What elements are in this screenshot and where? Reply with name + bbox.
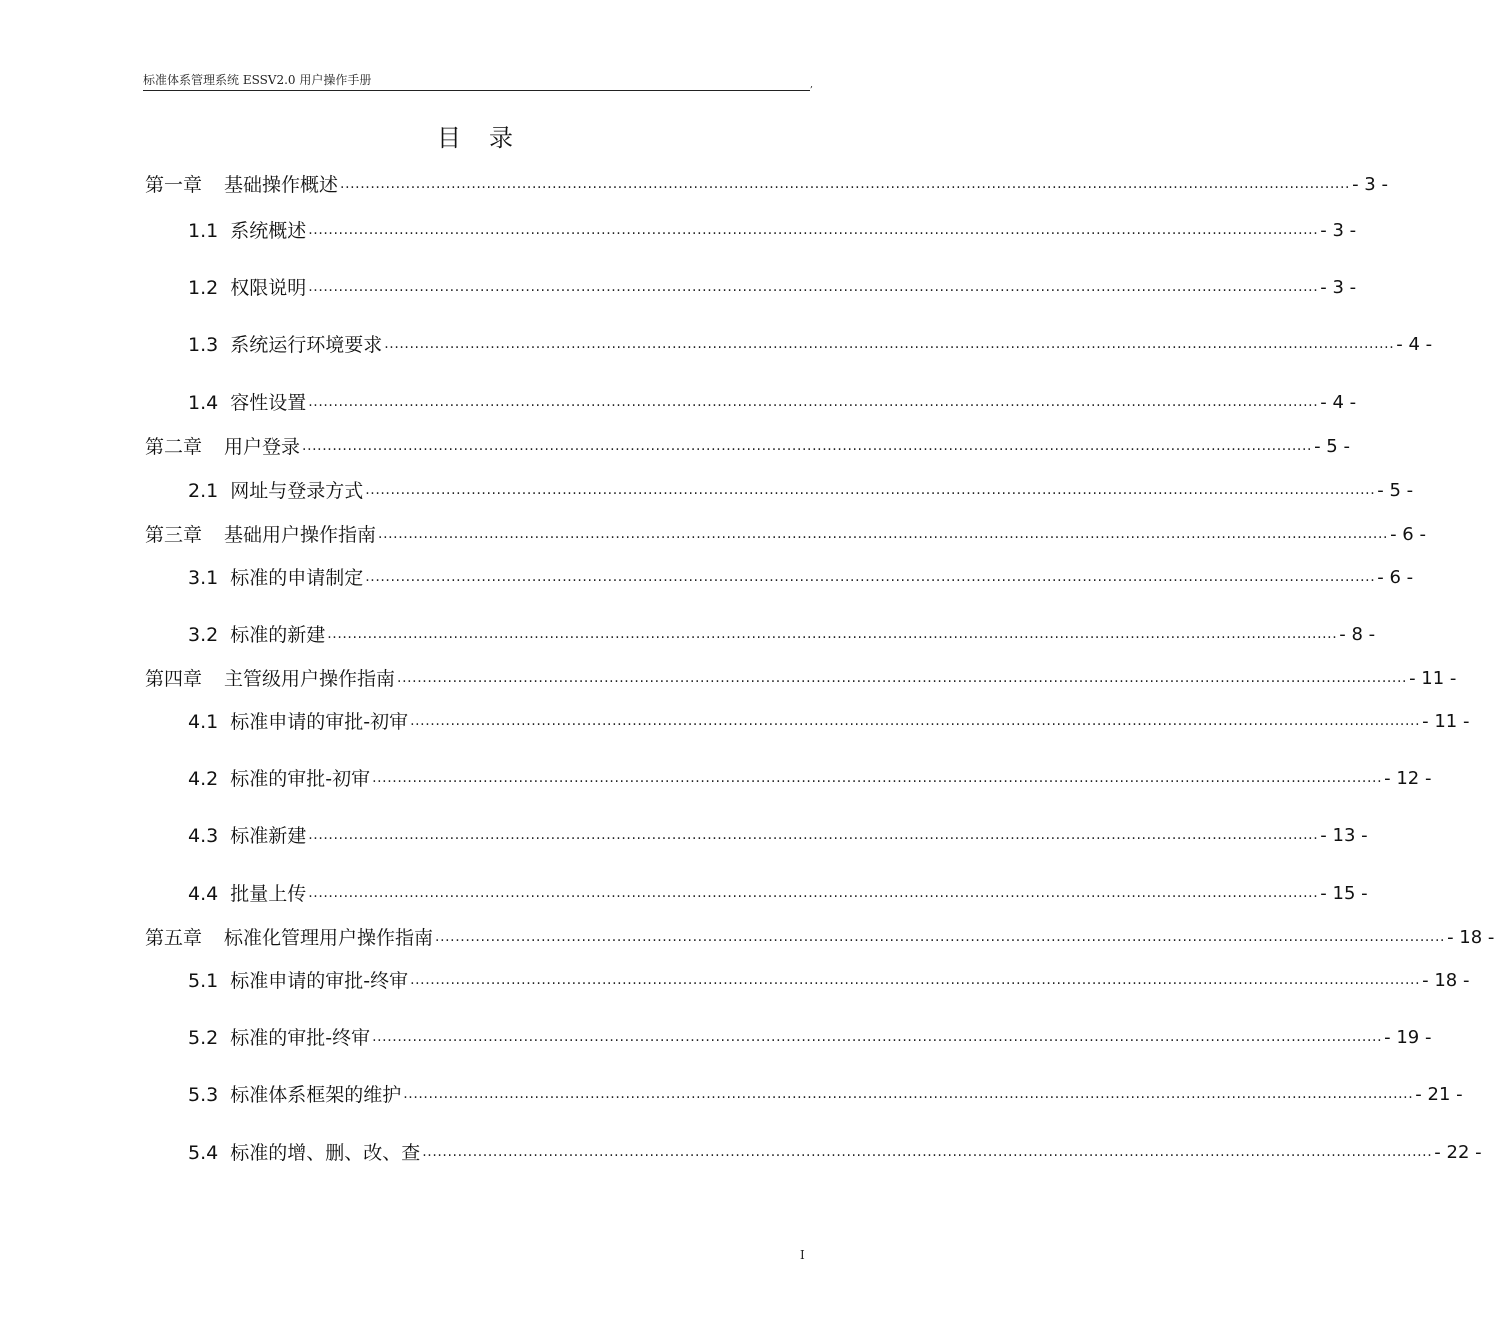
toc-entry-label bbox=[188, 1082, 401, 1108]
toc-entry[interactable] bbox=[188, 216, 1357, 244]
toc-entry[interactable] bbox=[145, 520, 1426, 548]
toc-entry-number: 5.4 bbox=[188, 1142, 219, 1164]
toc-leader-dots: ........................................................................................................................................................................................................ bbox=[410, 713, 1421, 729]
toc-entry-number: 4.1 bbox=[188, 711, 219, 733]
toc-entry-label bbox=[188, 275, 306, 301]
toc-entry-number: 第一章 bbox=[145, 174, 203, 196]
toc-entry[interactable] bbox=[188, 620, 1376, 648]
toc-entry-label bbox=[188, 218, 306, 244]
toc-entry-text: 网址与登录方式 bbox=[230, 480, 364, 502]
toc-entry-page: - 5 - bbox=[1314, 436, 1350, 457]
header-title: 标准体系管理系统 ESSV2.0 用户操作手册 bbox=[143, 73, 372, 87]
toc-entry-number: 第五章 bbox=[145, 927, 203, 949]
toc-entry-text: 系统运行环境要求 bbox=[230, 334, 383, 356]
toc-entry-text: 主管级用户操作指南 bbox=[224, 668, 396, 690]
toc-entry-text: 标准体系框架的维护 bbox=[230, 1084, 402, 1106]
toc-leader-dots: ........................................................................................................................................................................................................ bbox=[308, 279, 1319, 295]
toc-entry-label bbox=[188, 1140, 420, 1166]
toc-entry-label bbox=[188, 390, 306, 416]
toc-entry[interactable] bbox=[188, 966, 1470, 994]
toc-leader-dots: ........................................................................................................................................................................................................ bbox=[302, 438, 1313, 454]
toc-entry-page: - 6 - bbox=[1377, 567, 1414, 588]
toc-entry-text: 标准新建 bbox=[230, 825, 307, 847]
toc-leader-dots: ........................................................................................................................................................................................................ bbox=[308, 222, 1319, 238]
toc-entry-text: 标准化管理用户操作指南 bbox=[224, 927, 434, 949]
toc-entry[interactable] bbox=[188, 707, 1470, 735]
toc-entry-page: - 11 - bbox=[1409, 668, 1457, 689]
toc-entry[interactable] bbox=[188, 879, 1368, 907]
toc-entry-number: 4.3 bbox=[188, 825, 219, 847]
toc-entry-text: 标准的审批-初审 bbox=[230, 768, 371, 790]
toc-entry-page: - 18 - bbox=[1447, 927, 1494, 948]
toc-leader-dots: ........................................................................................................................................................................................................ bbox=[308, 885, 1319, 901]
toc-entry-page: - 3 - bbox=[1320, 220, 1357, 241]
toc-entry-number: 2.1 bbox=[188, 480, 219, 502]
toc-entry-page: - 21 - bbox=[1415, 1084, 1463, 1105]
toc-leader-dots: ........................................................................................................................................................................................................ bbox=[410, 972, 1421, 988]
toc-entry-number: 3.1 bbox=[188, 567, 219, 589]
toc-entry-page: - 3 - bbox=[1352, 174, 1388, 195]
toc-entry-label bbox=[145, 666, 395, 692]
toc-leader-dots: ........................................................................................................................................................................................................ bbox=[384, 336, 1395, 352]
toc-entry-label bbox=[188, 881, 306, 907]
toc-entry-text: 用户登录 bbox=[224, 436, 301, 458]
toc-entry-text: 标准申请的审批-终审 bbox=[230, 970, 409, 992]
header-mark: , bbox=[810, 80, 813, 90]
toc-entry-label bbox=[188, 766, 370, 792]
toc-entry-text: 标准的新建 bbox=[230, 624, 326, 646]
toc-entry[interactable] bbox=[188, 476, 1414, 504]
toc-title bbox=[0, 122, 950, 154]
toc-entry-page: - 18 - bbox=[1422, 970, 1470, 991]
toc-leader-dots: ........................................................................................................................................................................................................ bbox=[365, 569, 1376, 585]
toc-entry-label bbox=[188, 1025, 370, 1051]
toc-leader-dots: ........................................................................................................................................................................................................ bbox=[308, 394, 1319, 410]
toc-leader-dots: ........................................................................................................................................................................................................ bbox=[340, 176, 1351, 192]
toc-entry-number: 第三章 bbox=[145, 524, 203, 546]
toc-entry-page: - 12 - bbox=[1384, 768, 1432, 789]
toc-entry-label bbox=[188, 968, 408, 994]
toc-entry-number: 第四章 bbox=[145, 668, 203, 690]
toc-entry-page: - 3 - bbox=[1320, 277, 1357, 298]
toc-entry[interactable] bbox=[188, 330, 1433, 358]
toc-leader-dots: ........................................................................................................................................................................................................ bbox=[365, 482, 1376, 498]
toc-entry-page: - 11 - bbox=[1422, 711, 1470, 732]
toc-entry-number: 5.1 bbox=[188, 970, 219, 992]
toc-leader-dots: ........................................................................................................................................................................................................ bbox=[372, 770, 1383, 786]
toc-entry-number: 5.3 bbox=[188, 1084, 219, 1106]
toc-entry-label bbox=[145, 522, 376, 548]
toc-entry[interactable] bbox=[188, 821, 1368, 849]
toc-entry[interactable] bbox=[188, 563, 1414, 591]
toc-entry-page: - 4 - bbox=[1396, 334, 1433, 355]
toc-entry[interactable] bbox=[188, 1080, 1463, 1108]
toc-entry[interactable] bbox=[145, 170, 1388, 198]
page-header bbox=[143, 72, 813, 91]
toc-entry-text: 标准的增、删、改、查 bbox=[230, 1142, 421, 1164]
toc-entry-number: 1.3 bbox=[188, 334, 219, 356]
toc-entry[interactable] bbox=[188, 1023, 1432, 1051]
toc-title-char-2: 录 bbox=[489, 124, 513, 152]
toc-entry-number: 5.2 bbox=[188, 1027, 219, 1049]
toc-leader-dots: ........................................................................................................................................................................................................ bbox=[397, 670, 1408, 686]
toc-entry[interactable] bbox=[145, 664, 1457, 692]
toc-entry-page: - 22 - bbox=[1434, 1142, 1482, 1163]
toc-leader-dots: ........................................................................................................................................................................................................ bbox=[372, 1029, 1383, 1045]
toc-entry-text: 基础操作概述 bbox=[224, 174, 339, 196]
toc-entry-number: 3.2 bbox=[188, 624, 219, 646]
toc-entry-text: 基础用户操作指南 bbox=[224, 524, 377, 546]
toc-entry[interactable] bbox=[188, 1138, 1482, 1166]
toc-entry[interactable] bbox=[188, 388, 1357, 416]
toc-leader-dots: ........................................................................................................................................................................................................ bbox=[308, 827, 1319, 843]
toc-entry-text: 权限说明 bbox=[230, 277, 307, 299]
toc-leader-dots: ........................................................................................................................................................................................................ bbox=[422, 1144, 1433, 1160]
toc-leader-dots: ........................................................................................................................................................................................................ bbox=[403, 1086, 1414, 1102]
toc-entry-label bbox=[188, 332, 382, 358]
toc-entry[interactable] bbox=[188, 764, 1432, 792]
toc-entry-page: - 19 - bbox=[1384, 1027, 1432, 1048]
toc-entry-number: 1.2 bbox=[188, 277, 219, 299]
toc-leader-dots: ........................................................................................................................................................................................................ bbox=[435, 929, 1446, 945]
toc-entry[interactable] bbox=[145, 432, 1350, 460]
toc-entry-page: - 13 - bbox=[1320, 825, 1368, 846]
toc-entry-number: 1.1 bbox=[188, 220, 219, 242]
toc-entry[interactable] bbox=[145, 923, 1494, 951]
toc-entry-label bbox=[145, 172, 338, 198]
toc-entry-text: 标准的审批-终审 bbox=[230, 1027, 371, 1049]
toc-entry-page: - 5 - bbox=[1377, 480, 1414, 501]
toc-entry-page: - 4 - bbox=[1320, 392, 1357, 413]
toc-title-char-1: 目 bbox=[437, 124, 461, 152]
toc-entry-page: - 8 - bbox=[1339, 624, 1376, 645]
toc-entry-label bbox=[188, 565, 363, 591]
toc-entry-number: 4.4 bbox=[188, 883, 219, 905]
toc-entry[interactable] bbox=[188, 273, 1357, 301]
toc-entry-label bbox=[188, 709, 408, 735]
toc-entry-text: 容性设置 bbox=[230, 392, 307, 414]
toc-entry-label bbox=[188, 622, 325, 648]
toc-entry-page: - 6 - bbox=[1390, 524, 1426, 545]
toc-entry-text: 标准申请的审批-初审 bbox=[230, 711, 409, 733]
toc-entry-page: - 15 - bbox=[1320, 883, 1368, 904]
toc-entry-number: 4.2 bbox=[188, 768, 219, 790]
toc-entry-number: 1.4 bbox=[188, 392, 219, 414]
toc-entry-text: 系统概述 bbox=[230, 220, 307, 242]
toc-entry-text: 批量上传 bbox=[230, 883, 307, 905]
toc-entry-number: 第二章 bbox=[145, 436, 203, 458]
toc-leader-dots: ........................................................................................................................................................................................................ bbox=[327, 626, 1338, 642]
footer-page-number: I bbox=[800, 1248, 805, 1262]
toc-entry-label bbox=[145, 434, 300, 460]
toc-entry-label bbox=[188, 478, 363, 504]
toc-entry-label bbox=[145, 925, 433, 951]
toc-entry-text: 标准的申请制定 bbox=[230, 567, 364, 589]
toc-entry-label bbox=[188, 823, 306, 849]
toc-leader-dots: ........................................................................................................................................................................................................ bbox=[378, 526, 1389, 542]
